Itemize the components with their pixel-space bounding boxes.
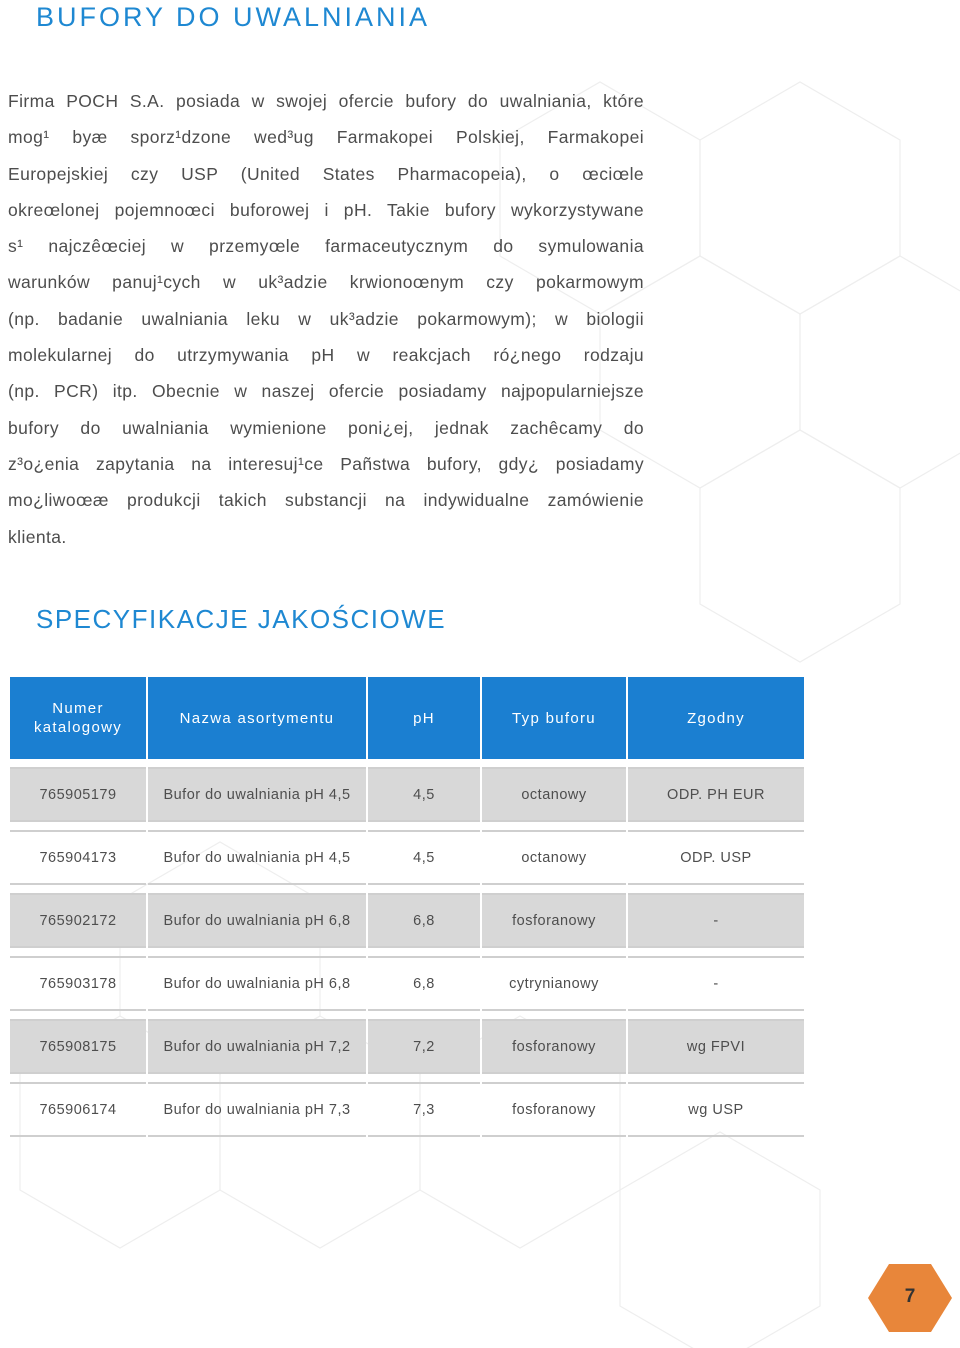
intro-line: Firma POCH S.A. posiada w swojej ofercie bufory do uwalniania, które xyxy=(8,91,644,111)
intro-line: mog¹ byæ sporz¹dzone wed³ug Farmakopei Polskiej, Farmakopei xyxy=(8,127,644,148)
specification-table xyxy=(8,677,806,1137)
header-compliance: Zgodny xyxy=(628,677,804,759)
cell-catalog-number: 765904173 xyxy=(10,830,146,885)
cell-ph: 4,5 xyxy=(368,767,480,822)
cell-product-name: Bufor do uwalniania pH 7,3 xyxy=(148,1082,366,1137)
cell-catalog-number: 765906174 xyxy=(10,1082,146,1137)
intro-paragraph xyxy=(8,83,644,555)
table-row xyxy=(10,956,804,1011)
cell-ph: 6,8 xyxy=(368,893,480,948)
intro-line: (np. PCR) itp. Obecnie w naszej ofercie posiadamy najpopularniejsze xyxy=(8,381,644,402)
intro-line: bufory do uwalniania wymienione poni¿ej, jednak zachêcamy do xyxy=(8,417,644,438)
intro-line: z³o¿enia zapytania na interesuj¹ce Pañstwa bufory, gdy¿ posiadamy xyxy=(8,453,644,474)
cell-buffer-type: fosforanowy xyxy=(482,1082,626,1137)
header-product-name: Nazwa asortymentu xyxy=(148,677,366,759)
cell-compliance: ODP. PH EUR xyxy=(628,767,804,822)
cell-compliance: - xyxy=(628,893,804,948)
intro-line: Europejskiej czy USP (United States Pharmacopeia), o œciœle xyxy=(8,163,644,184)
cell-catalog-number: 765903178 xyxy=(10,956,146,1011)
intro-line: s¹ najczêœciej w przemyœle farmaceutycznym do symulowania xyxy=(8,236,644,257)
cell-compliance: - xyxy=(628,956,804,1011)
section-title: SPECYFIKACJE JAKOŚCIOWE xyxy=(36,604,447,634)
cell-compliance: wg USP xyxy=(628,1082,804,1137)
cell-compliance: ODP. USP xyxy=(628,830,804,885)
cell-buffer-type: fosforanowy xyxy=(482,893,626,948)
cell-ph: 6,8 xyxy=(368,956,480,1011)
cell-product-name: Bufor do uwalniania pH 6,8 xyxy=(148,956,366,1011)
cell-product-name: Bufor do uwalniania pH 6,8 xyxy=(148,893,366,948)
cell-ph: 7,3 xyxy=(368,1082,480,1137)
table-header-row xyxy=(10,677,804,759)
page-number: 7 xyxy=(904,1286,916,1307)
cell-product-name: Bufor do uwalniania pH 4,5 xyxy=(148,830,366,885)
cell-product-name: Bufor do uwalniania pH 4,5 xyxy=(148,767,366,822)
table-row xyxy=(10,1019,804,1074)
intro-line: warunków panuj¹cych w uk³adzie krwionoœnym czy pokarmowym xyxy=(8,272,644,293)
cell-product-name: Bufor do uwalniania pH 7,2 xyxy=(148,1019,366,1074)
header-buffer-type: Typ buforu xyxy=(482,677,626,759)
cell-catalog-number: 765905179 xyxy=(10,767,146,822)
table-row xyxy=(10,830,804,885)
cell-ph: 4,5 xyxy=(368,830,480,885)
cell-buffer-type: cytrynianowy xyxy=(482,956,626,1011)
page-title: BUFORY DO UWALNIANIA xyxy=(36,2,431,32)
intro-line: klienta. xyxy=(8,526,67,547)
table-row xyxy=(10,767,804,822)
cell-ph: 7,2 xyxy=(368,1019,480,1074)
cell-compliance: wg FPVI xyxy=(628,1019,804,1074)
table-row xyxy=(10,1082,804,1137)
header-catalog-number: Numer katalogowy xyxy=(10,677,146,759)
intro-line: molekularnej do utrzymywania pH w reakcjach ró¿nego rodzaju xyxy=(8,345,644,366)
intro-line: (np. badanie uwalniania leku w uk³adzie pokarmowym); w biologii xyxy=(8,308,644,329)
cell-catalog-number: 765902172 xyxy=(10,893,146,948)
table-row xyxy=(10,893,804,948)
intro-line: mo¿liwoœæ produkcji takich substancji na indywidualne zamówienie xyxy=(8,490,644,511)
intro-line: okreœlonej pojemnoœci buforowej i pH. Takie bufory wykorzystywane xyxy=(8,199,644,220)
cell-buffer-type: octanowy xyxy=(482,767,626,822)
header-ph: pH xyxy=(368,677,480,759)
cell-buffer-type: fosforanowy xyxy=(482,1019,626,1074)
cell-buffer-type: octanowy xyxy=(482,830,626,885)
cell-catalog-number: 765908175 xyxy=(10,1019,146,1074)
